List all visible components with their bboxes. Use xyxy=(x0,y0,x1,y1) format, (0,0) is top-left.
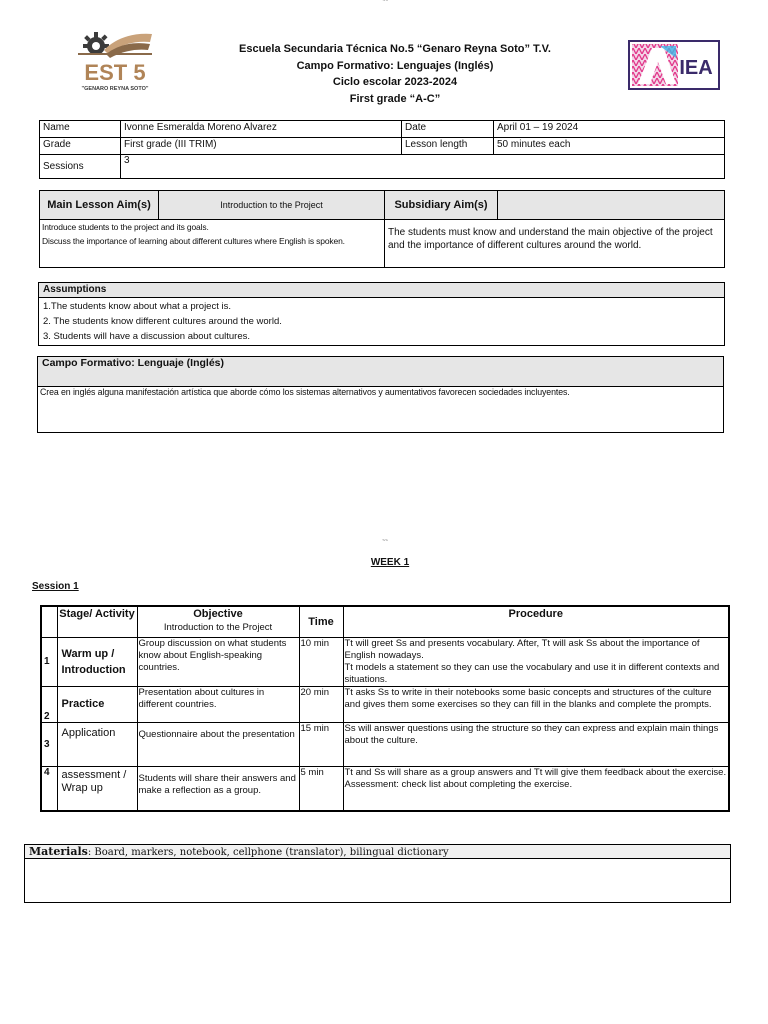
assumptions-title: Assumptions xyxy=(39,283,724,298)
assumption-item: 2. The students know different cultures around the world. xyxy=(43,316,282,327)
materials-text: : Board, markers, notebook, cellphone (translator), bilingual dictionary xyxy=(87,847,449,858)
row-stage: assessment / Wrap up xyxy=(57,766,137,811)
campo-formativo-text: Crea en inglés alguna manifestación artística que aborde cómo los sistemas alternativos y aumentativos favorecen sociedades incluyentes. xyxy=(40,387,570,397)
sessions-label: Sessions xyxy=(40,155,121,179)
materials-box xyxy=(24,844,731,903)
main-aim-list xyxy=(40,220,385,268)
row-objective: Students will share their answers and make a reflection as a group. xyxy=(137,766,299,811)
assumption-item: 3. Students will have a discussion about cultures. xyxy=(43,331,251,342)
school-logo-text: EST 5 xyxy=(84,60,146,85)
row-procedure: Tt and Ss will share as a group answers and Tt will give them feedback about the exercise. Assessment: check list about completing the exercise. xyxy=(343,766,729,811)
materials-header xyxy=(25,845,730,859)
lesson-length-label: Lesson length xyxy=(402,138,494,155)
objective-header-title: Objective xyxy=(193,608,243,620)
iea-logo-text: IEA xyxy=(679,57,713,79)
main-aim-title: Introduction to the Project xyxy=(159,191,385,220)
date-label: Date xyxy=(402,121,494,138)
page-mark-top: ~~ xyxy=(382,0,388,4)
row-procedure: Tt will greet Ss and presents vocabulary. After, Tt will ask Ss about the importance of English nowadays. Tt models a statement so they can use the vocabulary and use it in different contexts and situations. xyxy=(343,637,729,686)
school-logo xyxy=(74,30,156,96)
subsidiary-aim-label: Subsidiary Aim(s) xyxy=(385,191,498,220)
row-procedure: Ss will answer questions using the structure so they can express and explain main things about the culture. xyxy=(343,722,729,766)
grade-label: Grade xyxy=(40,138,121,155)
row-procedure: Tt asks Ss to write in their notebooks some basic concepts and structures of the culture and gives them some exercises so they can fill in the blanks and complete the prompts. xyxy=(343,686,729,722)
row-number: 2 xyxy=(41,686,57,722)
session-heading: Session 1 xyxy=(32,581,79,592)
row-time: 5 min xyxy=(299,766,343,811)
school-logo-subtext: "GENARO REYNA SOTO" xyxy=(81,86,149,92)
table-row xyxy=(41,637,729,686)
assumption-item: 1.The students know about what a project is. xyxy=(43,301,231,312)
lesson-length-value: 50 minutes each xyxy=(494,138,725,155)
info-table xyxy=(39,120,725,179)
row-time: 15 min xyxy=(299,722,343,766)
objective-header xyxy=(137,606,299,637)
subsidiary-aim-text: The students must know and understand the main objective of the project and the importance of different cultures around the world. xyxy=(385,220,725,268)
main-aim-item: Introduce students to the project and its goals. xyxy=(42,222,209,232)
stage-header: Stage/ Activity xyxy=(57,606,137,637)
row-time: 20 min xyxy=(299,686,343,722)
school-header xyxy=(210,41,580,107)
lesson-table xyxy=(40,605,730,812)
row-stage: Warm up / Introduction xyxy=(57,637,137,686)
assumptions-box xyxy=(38,282,725,346)
table-row xyxy=(41,766,729,811)
name-label: Name xyxy=(40,121,121,138)
school-year: Ciclo escolar 2023-2024 xyxy=(332,76,458,88)
school-name: Escuela Secundaria Técnica No.5 “Genaro Reyna Soto” T.V. xyxy=(239,43,551,55)
procedure-header: Procedure xyxy=(343,606,729,637)
row-time: 10 min xyxy=(299,637,343,686)
sessions-value: 3 xyxy=(121,155,725,179)
aims-table xyxy=(39,190,725,268)
row-number: 1 xyxy=(41,637,57,686)
main-aim-item: Discuss the importance of learning about different cultures where English is spoken. xyxy=(42,236,345,246)
table-row xyxy=(41,686,729,722)
objective-header-sub: Introduction to the Project xyxy=(163,622,273,633)
iea-logo xyxy=(628,40,720,90)
subsidiary-aim-blank xyxy=(498,191,725,220)
time-header: Time xyxy=(299,606,343,637)
campo-line: Campo Formativo: Lenguajes (Inglés) xyxy=(296,59,494,72)
grade-line: First grade “A-C” xyxy=(349,92,441,105)
main-aim-label: Main Lesson Aim(s) xyxy=(40,191,159,220)
row-objective: Questionnaire about the presentation xyxy=(137,722,299,766)
num-header xyxy=(41,606,57,637)
row-stage: Practice xyxy=(57,686,137,722)
campo-formativo-title: Campo Formativo: Lenguaje (Inglés) xyxy=(38,357,723,387)
row-objective: Presentation about cultures in different countries. xyxy=(137,686,299,722)
campo-formativo-box xyxy=(37,356,724,433)
page-mark-mid: ~~ xyxy=(382,538,388,544)
row-objective: Group discussion on what students know about English-speaking countries. xyxy=(137,637,299,686)
row-number: 3 xyxy=(41,722,57,766)
table-row xyxy=(41,722,729,766)
grade-value: First grade (III TRIM) xyxy=(121,138,402,155)
materials-label: Materials xyxy=(29,845,88,858)
week-heading: WEEK 1 xyxy=(370,557,410,568)
name-value: Ivonne Esmeralda Moreno Alvarez xyxy=(121,121,402,138)
row-stage: Application xyxy=(57,722,137,766)
date-value: April 01 – 19 2024 xyxy=(494,121,725,138)
row-number: 4 xyxy=(41,766,57,811)
